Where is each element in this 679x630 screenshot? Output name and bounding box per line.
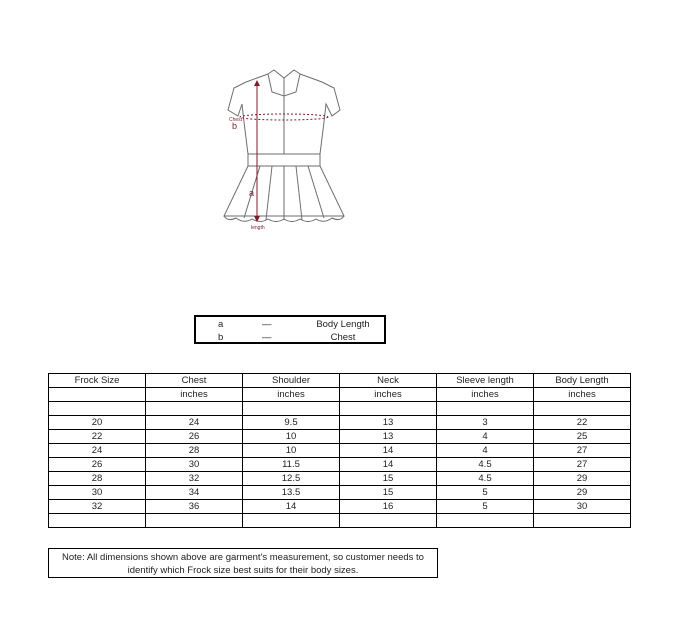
table-header-row <box>49 374 631 388</box>
table-cell: 14 <box>340 458 437 472</box>
table-cell: 10 <box>243 430 340 444</box>
table-row <box>49 402 631 416</box>
label-a: a <box>249 188 255 198</box>
table-cell: 30 <box>534 500 631 514</box>
table-row <box>49 430 631 444</box>
key-row-b <box>196 331 384 344</box>
note-line-1: Note: All dimensions shown above are garment's measurement, so customer needs to <box>62 552 424 563</box>
key-letter: b <box>218 332 224 343</box>
table-cell: 14 <box>340 444 437 458</box>
table-cell: 15 <box>340 472 437 486</box>
table-cell <box>437 402 534 416</box>
table-cell: 28 <box>49 472 146 486</box>
table-row <box>49 500 631 514</box>
table-cell: inches <box>437 388 534 402</box>
table-cell: 27 <box>534 458 631 472</box>
table-cell: 4.5 <box>437 458 534 472</box>
table-cell: 12.5 <box>243 472 340 486</box>
table-units-row <box>49 388 631 402</box>
table-cell: 24 <box>146 416 243 430</box>
size-chart-table <box>48 373 631 528</box>
table-cell: 26 <box>49 458 146 472</box>
table-cell: 36 <box>146 500 243 514</box>
table-cell: Neck <box>340 374 437 388</box>
table-cell <box>146 514 243 528</box>
table-cell <box>340 514 437 528</box>
table-cell: 24 <box>49 444 146 458</box>
table-cell: 29 <box>534 472 631 486</box>
measurement-key <box>194 315 386 344</box>
table-cell: 30 <box>146 458 243 472</box>
table-cell: 25 <box>534 430 631 444</box>
label-length: length <box>251 225 265 231</box>
table-cell: 15 <box>340 486 437 500</box>
table-cell: Frock Size <box>49 374 146 388</box>
table-cell: inches <box>146 388 243 402</box>
table-cell: 14 <box>243 500 340 514</box>
measurement-note <box>48 548 438 578</box>
table-cell: Chest <box>146 374 243 388</box>
table-cell: Sleeve length <box>437 374 534 388</box>
table-cell: 28 <box>146 444 243 458</box>
table-cell: Shoulder <box>243 374 340 388</box>
dress-measurement-diagram <box>208 66 358 236</box>
table-row <box>49 444 631 458</box>
table-cell: 9.5 <box>243 416 340 430</box>
table-cell <box>437 514 534 528</box>
table-cell <box>49 388 146 402</box>
table-cell <box>243 514 340 528</box>
table-cell <box>146 402 243 416</box>
key-row-a <box>196 318 384 331</box>
table-row <box>49 458 631 472</box>
table-cell: 32 <box>49 500 146 514</box>
table-cell: 30 <box>49 486 146 500</box>
table-cell: 27 <box>534 444 631 458</box>
table-cell: 20 <box>49 416 146 430</box>
table-cell: inches <box>340 388 437 402</box>
table-cell: Body Length <box>534 374 631 388</box>
label-b: b <box>232 121 238 131</box>
key-letter: a <box>218 319 224 330</box>
key-description: Chest <box>330 332 356 343</box>
table-cell <box>49 514 146 528</box>
table-cell: 29 <box>534 486 631 500</box>
table-cell: 22 <box>49 430 146 444</box>
table-cell: 4 <box>437 444 534 458</box>
table-cell: 5 <box>437 500 534 514</box>
label-chest: Chest <box>229 117 243 123</box>
table-row <box>49 472 631 486</box>
table-cell <box>534 514 631 528</box>
table-cell: 4 <box>437 430 534 444</box>
table-cell <box>49 402 146 416</box>
table-cell: 10 <box>243 444 340 458</box>
note-line-2: identify which Frock size best suits for their body sizes. <box>127 565 359 576</box>
table-cell: inches <box>243 388 340 402</box>
key-dash: — <box>262 332 272 343</box>
table-row <box>49 416 631 430</box>
table-row <box>49 514 631 528</box>
table-cell <box>243 402 340 416</box>
key-description: Body Length <box>316 319 370 330</box>
table-cell: 22 <box>534 416 631 430</box>
table-cell: 13.5 <box>243 486 340 500</box>
table-row <box>49 486 631 500</box>
key-dash: — <box>262 319 272 330</box>
table-cell: 13 <box>340 416 437 430</box>
table-cell: 34 <box>146 486 243 500</box>
table-cell <box>340 402 437 416</box>
table-cell: 4.5 <box>437 472 534 486</box>
table-cell: 13 <box>340 430 437 444</box>
table-cell: 3 <box>437 416 534 430</box>
table-cell <box>534 402 631 416</box>
table-cell: 26 <box>146 430 243 444</box>
table-cell: 11.5 <box>243 458 340 472</box>
table-cell: inches <box>534 388 631 402</box>
table-cell: 32 <box>146 472 243 486</box>
table-cell: 16 <box>340 500 437 514</box>
table-cell: 5 <box>437 486 534 500</box>
